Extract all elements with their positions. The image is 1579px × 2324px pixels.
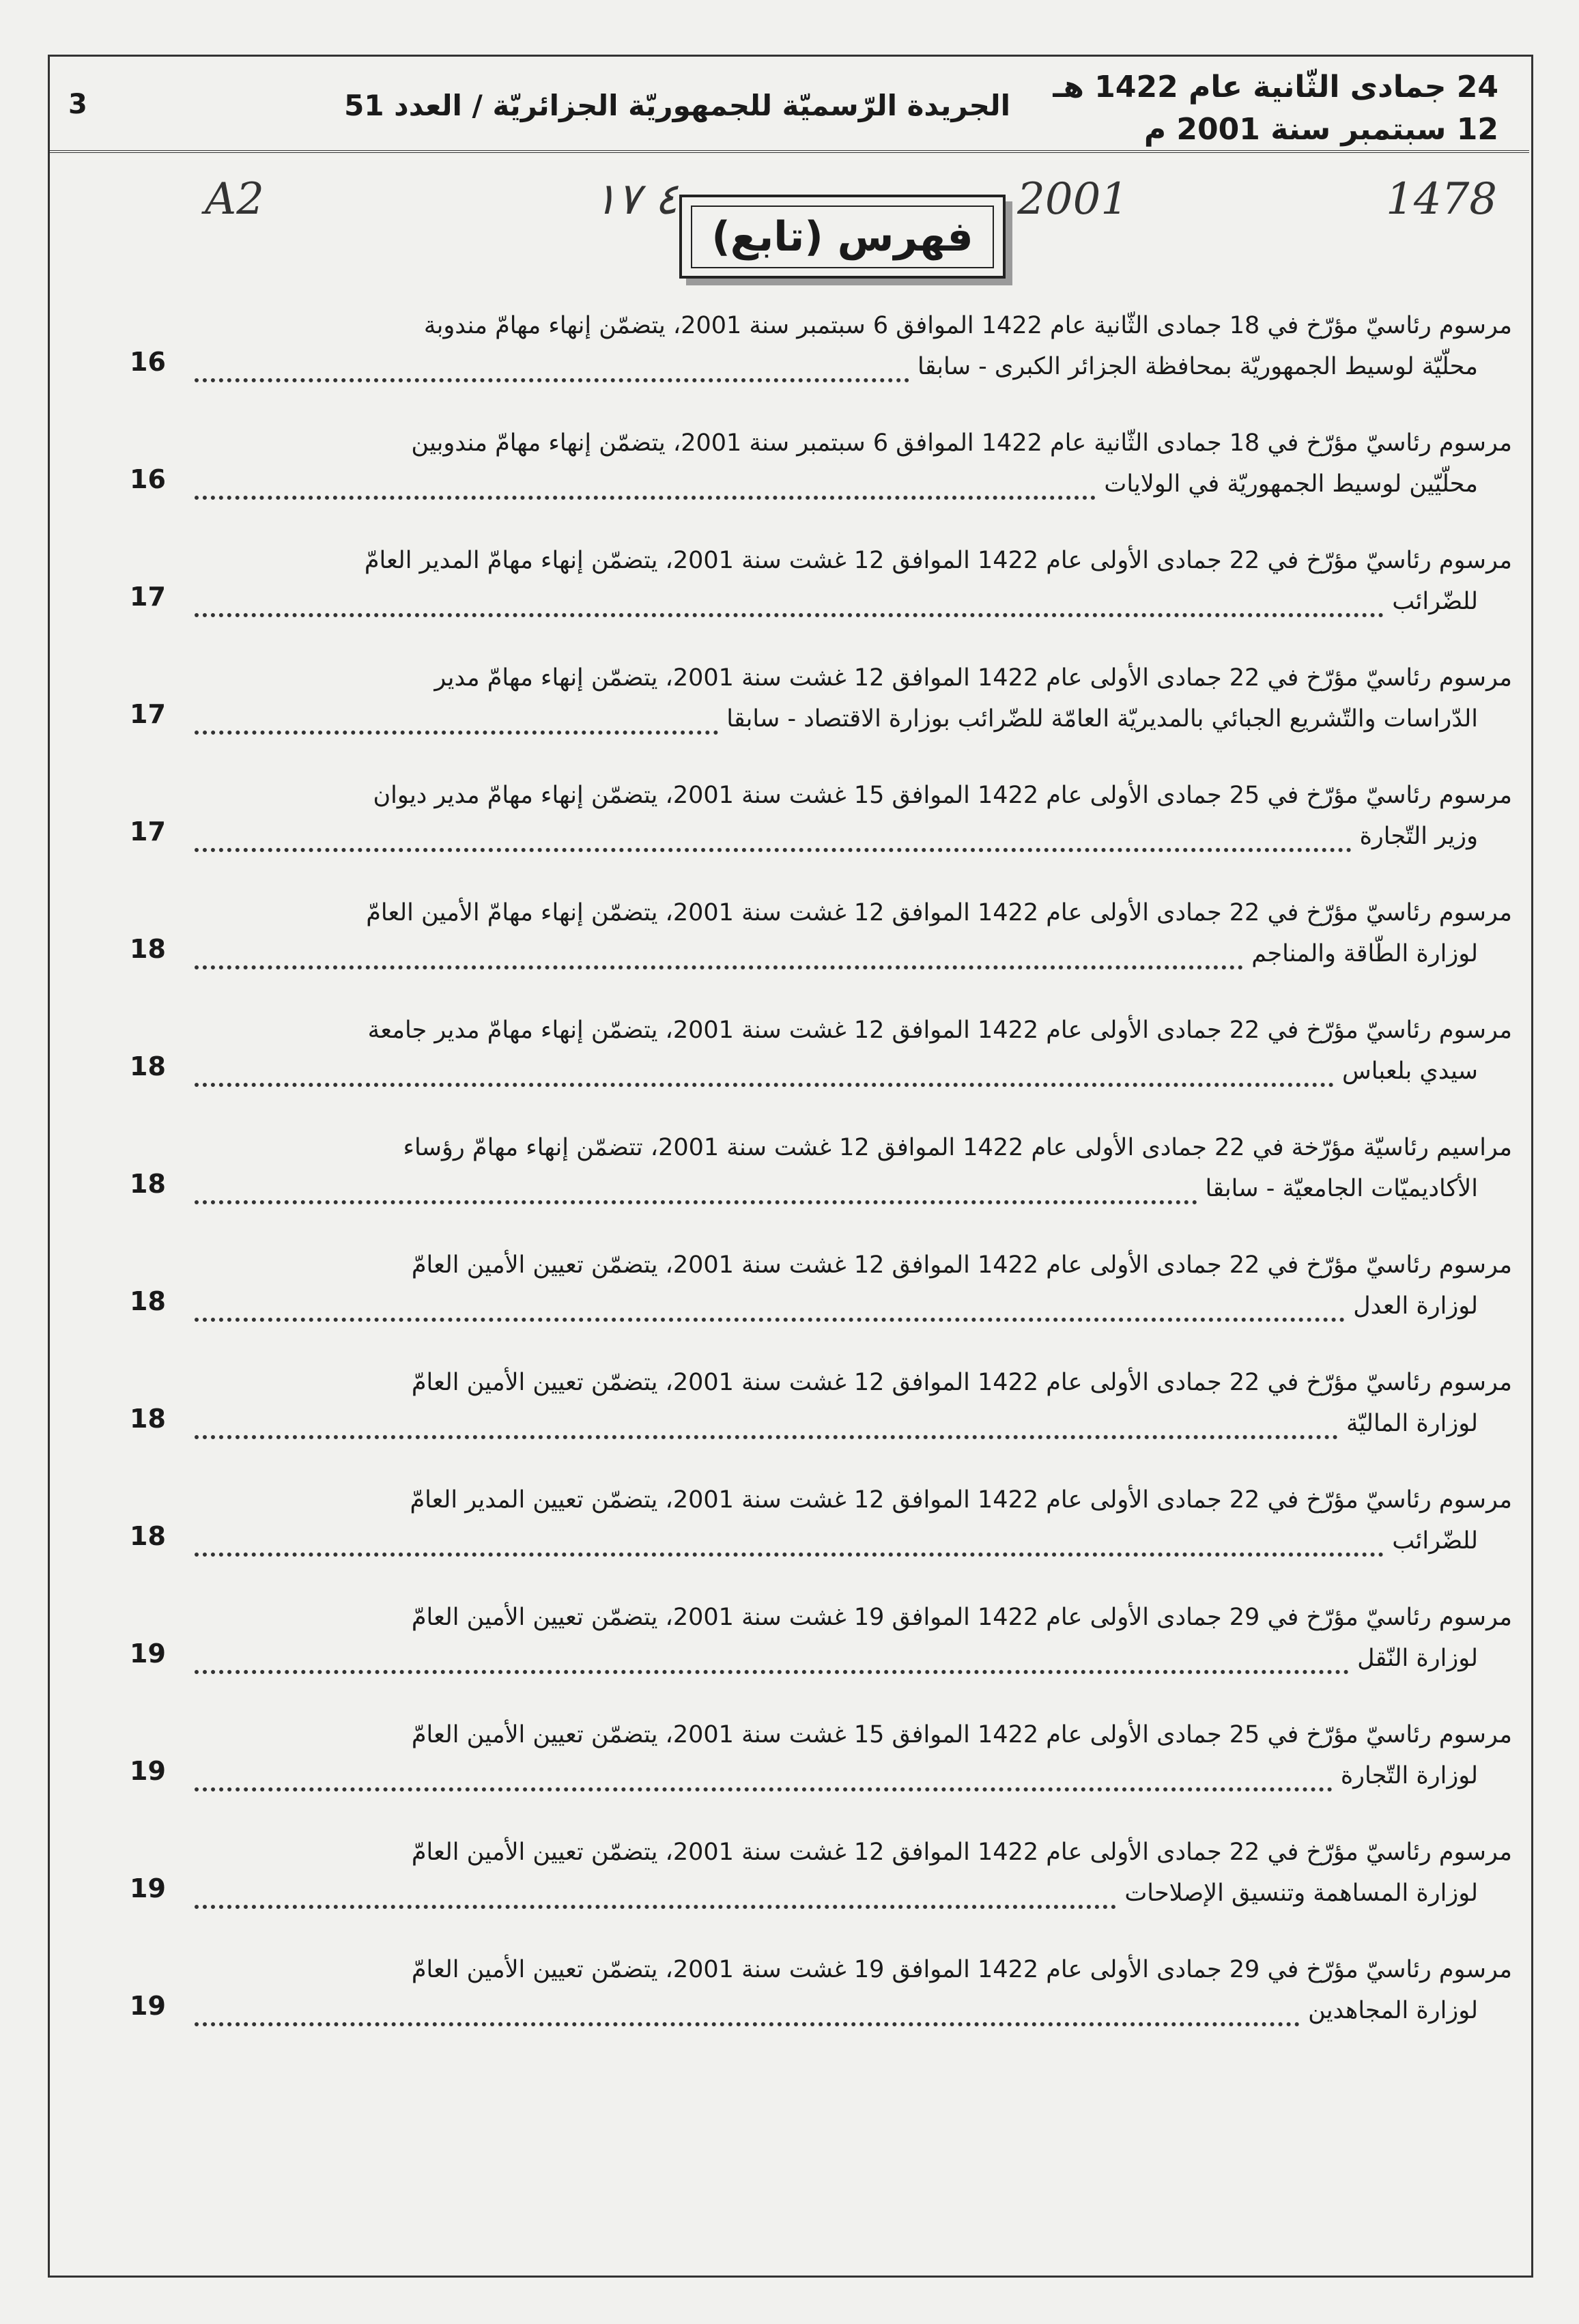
entry-page-number: 19	[130, 1639, 166, 1669]
handwritten-note: 1478	[1386, 174, 1497, 225]
entry-page-number: 16	[130, 464, 166, 494]
entry-subject: لوزارة العدل	[1353, 1292, 1478, 1320]
entry-text: مرسوم رئاسيّ مؤرّخ في 22 جمادى الأولى عام 1422 الموافق 12 غشت سنة 2001، يتضمّن تعيين الأمين العامّ	[411, 1369, 1512, 1396]
dot-leader	[195, 938, 1243, 969]
index-entry	[116, 411, 1512, 528]
entry-subject: سيدي بلعباس	[1342, 1058, 1478, 1085]
entry-text: مرسوم رئاسيّ مؤرّخ في 22 جمادى الأولى عام 1422 الموافق 12 غشت سنة 2001، يتضمّن تعيين الأمين العامّ	[411, 1251, 1512, 1279]
entry-subject: لوزارة الطّاقة والمناجم	[1251, 940, 1478, 967]
entry-subject: محلّيّة لوسيط الجمهوريّة بمحافظة الجزائر الكبرى - سابقا	[917, 353, 1478, 380]
index-entries	[116, 294, 1512, 2055]
index-entry	[116, 881, 1512, 998]
entry-subject: وزير التّجارة	[1359, 823, 1478, 850]
entry-page-number: 18	[130, 1286, 166, 1316]
index-entry	[116, 1116, 1512, 1233]
index-entry	[116, 1233, 1512, 1350]
dot-leader	[195, 1290, 1345, 1322]
gazette-title: الجريدة الرّسميّة للجمهوريّة الجزائريّة / العدد 51	[344, 89, 1010, 122]
entry-text: مرسوم رئاسيّ مؤرّخ في 22 جمادى الأولى عام 1422 الموافق 12 غشت سنة 2001، يتضمّن إنهاء مهامّ الأمين العامّ	[366, 899, 1512, 926]
entry-page-number: 18	[130, 1051, 166, 1081]
index-entry	[116, 763, 1512, 881]
dot-leader	[195, 1525, 1384, 1557]
section-title: فهرس (تابع)	[691, 206, 994, 268]
dot-leader	[195, 1173, 1197, 1204]
entry-text: مرسوم رئاسيّ مؤرّخ في 22 جمادى الأولى عام 1422 الموافق 12 غشت سنة 2001، يتضمّن تعيين المدير العامّ	[410, 1486, 1512, 1514]
entry-text: مرسوم رئاسيّ مؤرّخ في 29 جمادى الأولى عام 1422 الموافق 19 غشت سنة 2001، يتضمّن تعيين الأمين العامّ	[411, 1604, 1512, 1631]
index-entry	[116, 1468, 1512, 1585]
entry-page-number: 19	[130, 1873, 166, 1903]
section-title-box	[679, 195, 1006, 279]
index-entry	[116, 294, 1512, 411]
entry-page-number: 17	[130, 582, 166, 612]
issue-date	[1053, 66, 1498, 151]
index-entry	[116, 1938, 1512, 2055]
entry-text: مرسوم رئاسيّ مؤرّخ في 22 جمادى الأولى عام 1422 الموافق 12 غشت سنة 2001، يتضمّن إنهاء مهامّ مدير جامعة	[367, 1017, 1512, 1044]
dot-leader	[195, 468, 1096, 500]
index-entry	[116, 1585, 1512, 1703]
index-entry	[116, 998, 1512, 1116]
entry-page-number: 18	[130, 1169, 166, 1199]
page-number: 3	[68, 89, 87, 120]
index-entry	[116, 1820, 1512, 1938]
dot-leader	[195, 1995, 1300, 2026]
date-hijri: 24 جمادى الثّانية عام 1422 هـ	[1053, 70, 1498, 104]
entry-text: مرسوم رئاسيّ مؤرّخ في 22 جمادى الأولى عام 1422 الموافق 12 غشت سنة 2001، يتضمّن تعيين الأمين العامّ	[411, 1839, 1512, 1866]
entry-subject: لوزارة المجاهدين	[1308, 1997, 1478, 2024]
index-entry	[116, 528, 1512, 646]
entry-text: مرسوم رئاسيّ مؤرّخ في 29 جمادى الأولى عام 1422 الموافق 19 غشت سنة 2001، يتضمّن تعيين الأمين العامّ	[411, 1956, 1512, 1983]
index-entry	[116, 1703, 1512, 1820]
entry-subject: الأكاديميّات الجامعيّة - سابقا	[1205, 1175, 1478, 1202]
entry-page-number: 17	[130, 817, 166, 847]
entry-text: مرسوم رئاسيّ مؤرّخ في 18 جمادى الثّانية عام 1422 الموافق 6 سبتمبر سنة 2001، يتضمّن إنهاء مهامّ مندوبين	[411, 429, 1512, 457]
entry-page-number: 19	[130, 1756, 166, 1786]
dot-leader	[195, 1408, 1338, 1439]
entry-subject: لوزارة التّجارة	[1340, 1762, 1478, 1789]
gazette-header	[48, 58, 1529, 153]
entry-text: مرسوم رئاسيّ مؤرّخ في 25 جمادى الأولى عام 1422 الموافق 15 غشت سنة 2001، يتضمّن تعيين الأمين العامّ	[411, 1721, 1512, 1748]
entry-text: مرسوم رئاسيّ مؤرّخ في 25 جمادى الأولى عام 1422 الموافق 15 غشت سنة 2001، يتضمّن إنهاء مهامّ مدير ديوان	[373, 782, 1512, 809]
dot-leader	[195, 1055, 1334, 1087]
entry-page-number: 17	[130, 699, 166, 729]
entry-subject: للضّرائب	[1392, 588, 1478, 615]
entry-subject: الدّراسات والتّشريع الجبائي بالمديريّة العامّة للضّرائب بوزارة الاقتصاد - سابقا	[726, 705, 1478, 733]
dot-leader	[195, 821, 1352, 852]
entry-subject: لوزارة الماليّة	[1346, 1410, 1478, 1437]
entry-page-number: 19	[130, 1991, 166, 2021]
entry-page-number: 18	[130, 1404, 166, 1434]
entry-page-number: 16	[130, 347, 166, 377]
entry-page-number: 18	[130, 1521, 166, 1551]
entry-text: مرسوم رئاسيّ مؤرّخ في 18 جمادى الثّانية عام 1422 الموافق 6 سبتمبر سنة 2001، يتضمّن إنهاء مهامّ مندوبة	[423, 312, 1512, 339]
index-entry	[116, 646, 1512, 763]
date-gregorian: 12 سبتمبر سنة 2001 م	[1143, 112, 1498, 147]
entry-subject: محلّيّين لوسيط الجمهوريّة في الولايات	[1104, 470, 1478, 498]
dot-leader	[195, 586, 1384, 617]
entry-subject: للضّرائب	[1392, 1527, 1478, 1555]
handwritten-note: A2	[205, 174, 264, 225]
entry-text: مرسوم رئاسيّ مؤرّخ في 22 جمادى الأولى عام 1422 الموافق 12 غشت سنة 2001، يتضمّن إنهاء مهامّ المدير العامّ	[364, 547, 1512, 574]
entry-page-number: 18	[130, 934, 166, 964]
dot-leader	[195, 1877, 1116, 1909]
entry-text: مراسيم رئاسيّة مؤرّخة في 22 جمادى الأولى عام 1422 الموافق 12 غشت سنة 2001، تتضمّن إنهاء مهامّ رؤساء	[403, 1134, 1512, 1161]
entry-subject: لوزارة المساهمة وتنسيق الإصلاحات	[1124, 1880, 1478, 1907]
entry-subject: لوزارة النّقل	[1357, 1645, 1478, 1672]
dot-leader	[195, 1760, 1333, 1791]
handwritten-note: 2001	[1017, 174, 1128, 225]
dot-leader	[195, 703, 718, 735]
entry-text: مرسوم رئاسيّ مؤرّخ في 22 جمادى الأولى عام 1422 الموافق 12 غشت سنة 2001، يتضمّن إنهاء مهامّ مدير	[434, 664, 1512, 692]
dot-leader	[195, 351, 909, 382]
dot-leader	[195, 1643, 1349, 1674]
handwritten-note: ٤ ١٧	[593, 174, 678, 225]
index-entry	[116, 1350, 1512, 1468]
